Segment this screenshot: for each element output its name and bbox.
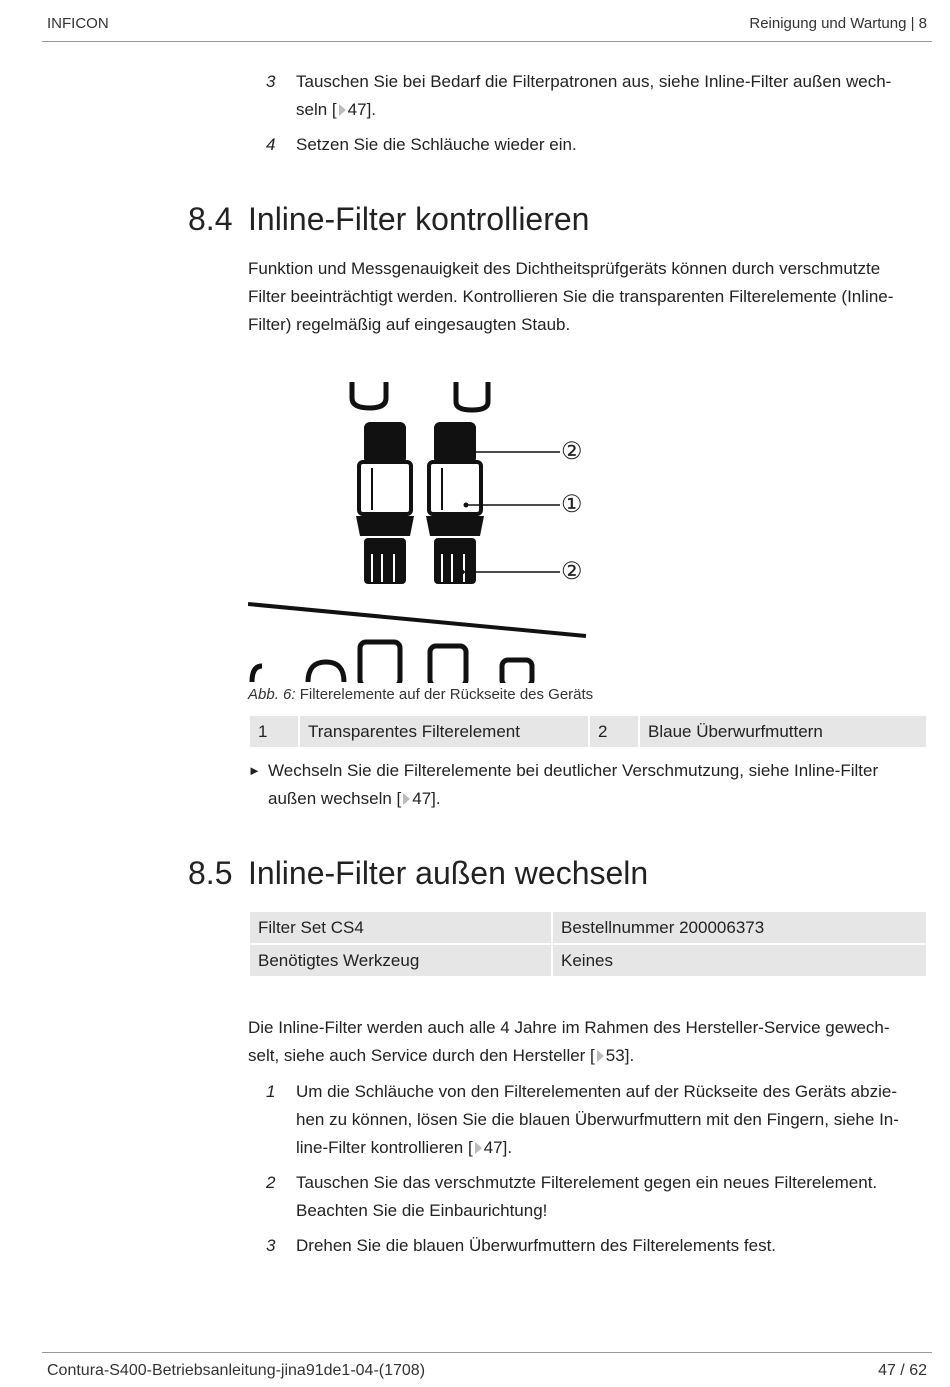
page-ref-arrow-icon[interactable] [403, 793, 410, 805]
section-paragraph: Die Inline-Filter werden auch alle 4 Jahre im Rahmen des Hersteller-Service gewech- selt, siehe auch Service durch den Hersteller [ 53]. [248, 1018, 890, 1065]
figure-caption: Abb. 6: Filterelemente auf der Rückseite des Geräts [248, 686, 594, 703]
filter-figure [248, 378, 590, 683]
step-line: Tauschen Sie bei Bedarf die Filterpatronen aus, siehe Inline-Filter außen wech- [296, 72, 892, 91]
step-text: Setzen Sie die Schläuche wieder ein. [296, 135, 577, 154]
step-text: Tauschen Sie das verschmutzte Filterelement gegen ein neues Filterelement. Beachten Sie die Einbaurichtung! [296, 1173, 878, 1220]
step-number: 1 [266, 1082, 276, 1101]
step-text: Drehen Sie die blauen Überwurfmuttern des Filterelements fest. [296, 1236, 777, 1255]
section-number: 8.5 [188, 855, 233, 891]
legend-table [248, 714, 928, 749]
step-text: Um die Schläuche von den Filterelementen auf der Rückseite des Geräts abzie- hen zu können, lösen Sie die blauen Überwurfmuttern mit den Fingern, siehe In- line-Filter kontrollieren [ 47]. [296, 1082, 899, 1157]
footer-document-id: Contura-S400-Betriebsanleitung-jina91de1-04-(1708) [47, 1362, 426, 1379]
page-ref[interactable]: 47 [347, 100, 367, 119]
section-title: Inline-Filter kontrollieren [248, 201, 590, 237]
callout-label: ① [561, 491, 583, 518]
bullet-arrow-icon: ► [248, 763, 261, 778]
header-brand: INFICON [47, 15, 109, 32]
page-ref-arrow-icon[interactable] [339, 104, 346, 116]
step-number: 3 [266, 1236, 276, 1255]
legend-label: Transparentes Filterelement [299, 715, 589, 748]
page-ref[interactable]: 47 [483, 1138, 503, 1157]
legend-number: 2 [589, 715, 639, 748]
step-number: 4 [266, 135, 276, 154]
filter-elements-illustration [248, 378, 590, 683]
header-chapter: Reinigung und Wartung | 8 [749, 15, 927, 32]
table-cell: Keines [552, 944, 927, 977]
footer-page-number: 47 / 62 [878, 1362, 927, 1379]
step-line: seln [ 47]. [296, 100, 377, 119]
info-table [248, 910, 928, 978]
footer-rule [42, 1352, 932, 1353]
legend-number: 1 [249, 715, 299, 748]
table-cell: Filter Set CS4 [249, 911, 552, 944]
page-ref[interactable]: 53 [605, 1046, 625, 1065]
page-ref[interactable]: 47 [412, 789, 432, 808]
table-cell: Bestellnummer 200006373 [552, 911, 927, 944]
step-number: 3 [266, 72, 276, 91]
section-number: 8.4 [188, 201, 233, 237]
page-ref-arrow-icon[interactable] [597, 1050, 604, 1062]
action-text: Wechseln Sie die Filterelemente bei deutlicher Verschmutzung, siehe Inline-Filter außen wechseln [ 47]. [268, 761, 879, 808]
legend-label: Blaue Überwurfmuttern [639, 715, 927, 748]
header-rule [42, 41, 932, 42]
table-cell: Benötigtes Werkzeug [249, 944, 552, 977]
page-ref-arrow-icon[interactable] [475, 1142, 482, 1154]
callout-label: ② [561, 438, 583, 465]
table-row [249, 715, 927, 748]
section-title: Inline-Filter außen wechseln [248, 855, 649, 891]
step-number: 2 [266, 1173, 276, 1192]
table-row [249, 944, 927, 977]
step-text [296, 68, 926, 124]
table-row [249, 911, 927, 944]
section-paragraph: Funktion und Messgenauigkeit des Dichtheitsprüfgeräts können durch verschmutzte Filter beeinträchtigt werden. Kontrollieren Sie die transparenten Filterelemente (Inline- Filter) regelmäßig auf eingesaugten Staub. [248, 259, 894, 334]
callout-label: ② [561, 558, 583, 585]
